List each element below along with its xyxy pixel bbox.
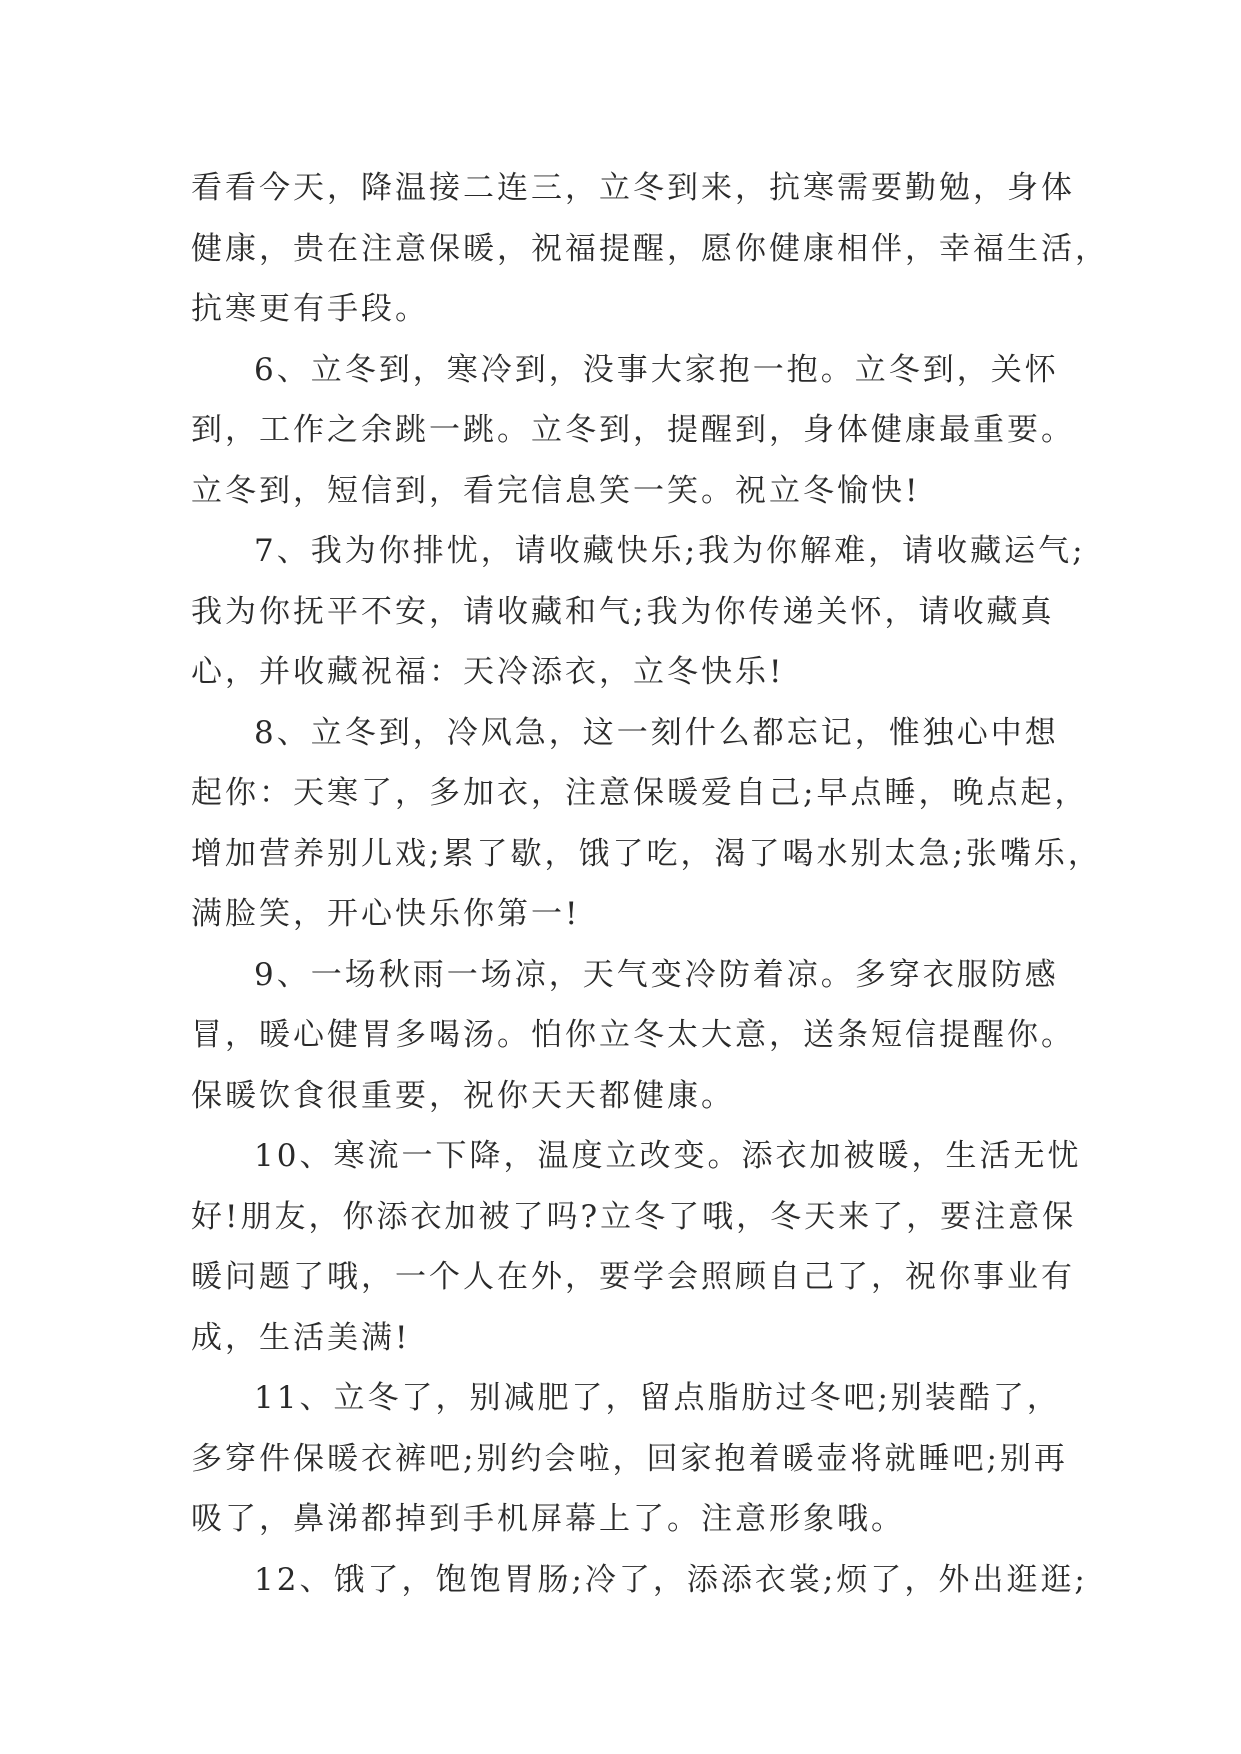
- text-line: 抗寒更有手段。: [191, 291, 429, 327]
- text-line: 心，并收藏祝福：天冷添衣，立冬快乐!: [191, 654, 785, 690]
- text-line: 到，工作之余跳一跳。立冬到，提醒到，身体健康最重要。: [191, 412, 1075, 448]
- text-line: 保暖饮食很重要，祝你天天都健康。: [191, 1077, 735, 1114]
- text-line: 多穿件保暖衣裤吧;别约会啦，回家抱着暖壶将就睡吧;别再: [191, 1440, 1068, 1477]
- text-line: 立冬到，短信到，看完信息笑一笑。祝立冬愉快!: [191, 472, 921, 509]
- paragraph-start-line: 10、寒流一下降，温度立改变。添衣加被暖，生活无忧: [254, 1138, 1082, 1174]
- paragraph-start-line: 11、立冬了，别减肥了，留点脂肪过冬吧;别装酷了，: [254, 1380, 1061, 1416]
- text-line: 好!朋友，你添衣加被了吗?立冬了哦，冬天来了，要注意保: [191, 1198, 1077, 1235]
- text-line: 看看今天，降温接二连三，立冬到来，抗寒需要勤勉，身体: [191, 170, 1075, 206]
- document-body: [191, 158, 1109, 1610]
- paragraph-start-line: 12、饿了，饱饱胃肠;冷了，添添衣裳;烦了，外出逛逛;: [254, 1561, 1088, 1598]
- paragraph-start-line: 9、一场秋雨一场凉，天气变冷防着凉。多穿衣服防感: [254, 956, 1059, 993]
- text-line: 冒，暖心健胃多喝汤。怕你立冬太大意，送条短信提醒你。: [191, 1017, 1075, 1053]
- paragraph-start-line: 6、立冬到，寒冷到，没事大家抱一抱。立冬到，关怀: [254, 351, 1059, 388]
- text-line: 成，生活美满!: [191, 1319, 411, 1356]
- text-line: 暖问题了哦，一个人在外，要学会照顾自己了，祝你事业有: [191, 1259, 1075, 1295]
- text-line: 起你：天寒了，多加衣，注意保暖爱自己;早点睡，晚点起，: [191, 775, 1089, 811]
- text-line: 满脸笑，开心快乐你第一!: [191, 896, 581, 932]
- text-line: 健康，贵在注意保暖，祝福提醒，愿你健康相伴，幸福生活，: [191, 230, 1109, 267]
- text-line: 增加营养别儿戏;累了歇，饿了吃，渴了喝水别太急;张嘴乐，: [191, 835, 1102, 872]
- text-line: 我为你抚平不安，请收藏和气;我为你传递关怀，请收藏真: [191, 593, 1055, 630]
- paragraph-start-line: 7、我为你排忧，请收藏快乐;我为你解难，请收藏运气;: [254, 533, 1086, 569]
- text-line: 吸了，鼻涕都掉到手机屏幕上了。注意形象哦。: [191, 1501, 905, 1537]
- paragraph-start-line: 8、立冬到，冷风急，这一刻什么都忘记，惟独心中想: [254, 714, 1059, 751]
